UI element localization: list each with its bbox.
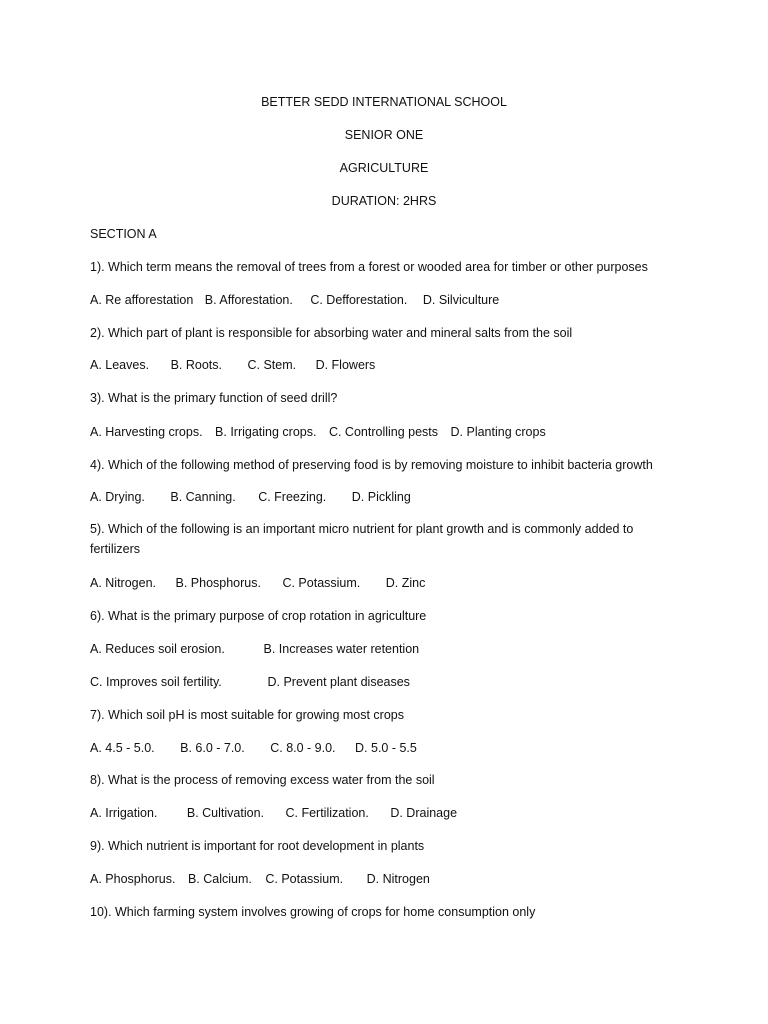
option-9d: D. Nitrogen bbox=[366, 872, 430, 886]
option-6d: D. Prevent plant diseases bbox=[267, 675, 410, 689]
question-8: 8). What is the process of removing excess water from the soil bbox=[90, 773, 435, 787]
option-2c: C. Stem. bbox=[247, 358, 297, 372]
option-9c: C. Potassium. bbox=[265, 872, 344, 886]
options-9 bbox=[90, 870, 690, 889]
question-10: 10). Which farming system involves growing of crops for home consumption only bbox=[90, 905, 536, 919]
option-6b: B. Increases water retention bbox=[263, 642, 420, 656]
option-4b: B. Canning. bbox=[170, 490, 236, 504]
option-7b: B. 6.0 - 7.0. bbox=[180, 741, 245, 755]
question-2: 2). Which part of plant is responsible for absorbing water and mineral salts from the soil bbox=[90, 326, 573, 340]
options-6-row-2 bbox=[90, 673, 690, 692]
question-1: 1). Which term means the removal of trees from a forest or wooded area for timber or other purposes bbox=[90, 260, 648, 274]
option-4d: D. Pickling bbox=[351, 490, 411, 504]
options-5 bbox=[90, 574, 690, 593]
option-8c: C. Fertilization. bbox=[285, 806, 369, 820]
exam-duration: DURATION: 2HRS bbox=[331, 194, 437, 208]
options-4 bbox=[90, 488, 690, 507]
option-8b: B. Cultivation. bbox=[186, 806, 264, 820]
option-8d: D. Drainage bbox=[390, 806, 458, 820]
option-1b: B. Afforestation. bbox=[204, 293, 293, 307]
option-3a: A. Harvesting crops. bbox=[90, 425, 203, 439]
option-5a: A. Nitrogen. bbox=[90, 576, 157, 590]
class-level: SENIOR ONE bbox=[344, 128, 424, 142]
option-5b: B. Phosphorus. bbox=[175, 576, 261, 590]
question-7: 7). Which soil pH is most suitable for growing most crops bbox=[90, 708, 404, 722]
question-9: 9). Which nutrient is important for root development in plants bbox=[90, 839, 425, 853]
options-8 bbox=[90, 804, 690, 823]
option-7a: A. 4.5 - 5.0. bbox=[90, 741, 155, 755]
option-3b: B. Irrigating crops. bbox=[215, 425, 317, 439]
option-1a: A. Re afforestation bbox=[90, 293, 194, 307]
option-2b: B. Roots. bbox=[170, 358, 222, 372]
option-6a: A. Reduces soil erosion. bbox=[90, 642, 225, 656]
question-6: 6). What is the primary purpose of crop rotation in agriculture bbox=[90, 609, 427, 623]
option-1c: C. Defforestation. bbox=[310, 293, 408, 307]
option-4a: A. Drying. bbox=[90, 490, 145, 504]
option-4c: C. Freezing. bbox=[258, 490, 327, 504]
option-6c: C. Improves soil fertility. bbox=[90, 675, 222, 689]
option-7d: D. 5.0 - 5.5 bbox=[355, 741, 417, 755]
option-3d: D. Planting crops bbox=[450, 425, 546, 439]
options-3 bbox=[90, 423, 690, 442]
options-6-row-1 bbox=[90, 640, 690, 659]
options-2 bbox=[90, 356, 690, 375]
question-3: 3). What is the primary function of seed drill? bbox=[90, 391, 338, 405]
options-1 bbox=[90, 291, 690, 310]
option-9b: B. Calcium. bbox=[187, 872, 252, 886]
subject-title: AGRICULTURE bbox=[339, 161, 429, 175]
option-2a: A. Leaves. bbox=[90, 358, 150, 372]
section-heading: SECTION A bbox=[90, 227, 157, 241]
school-name: BETTER SEDD INTERNATIONAL SCHOOL bbox=[261, 95, 507, 109]
option-5d: D. Zinc bbox=[385, 576, 426, 590]
option-8a: A. Irrigation. bbox=[90, 806, 158, 820]
option-5c: C. Potassium. bbox=[282, 576, 361, 590]
question-5: 5). Which of the following is an important micro nutrient for plant growth and is commonly added to fertilizers bbox=[90, 522, 634, 556]
option-9a: A. Phosphorus. bbox=[90, 872, 176, 886]
options-7 bbox=[90, 739, 690, 758]
option-2d: D. Flowers bbox=[315, 358, 376, 372]
question-4: 4). Which of the following method of preserving food is by removing moisture to inhibit bacteria growth bbox=[90, 458, 653, 472]
option-1d: D. Silviculture bbox=[422, 293, 500, 307]
option-7c: C. 8.0 - 9.0. bbox=[270, 741, 336, 755]
option-3c: C. Controlling pests bbox=[328, 425, 439, 439]
